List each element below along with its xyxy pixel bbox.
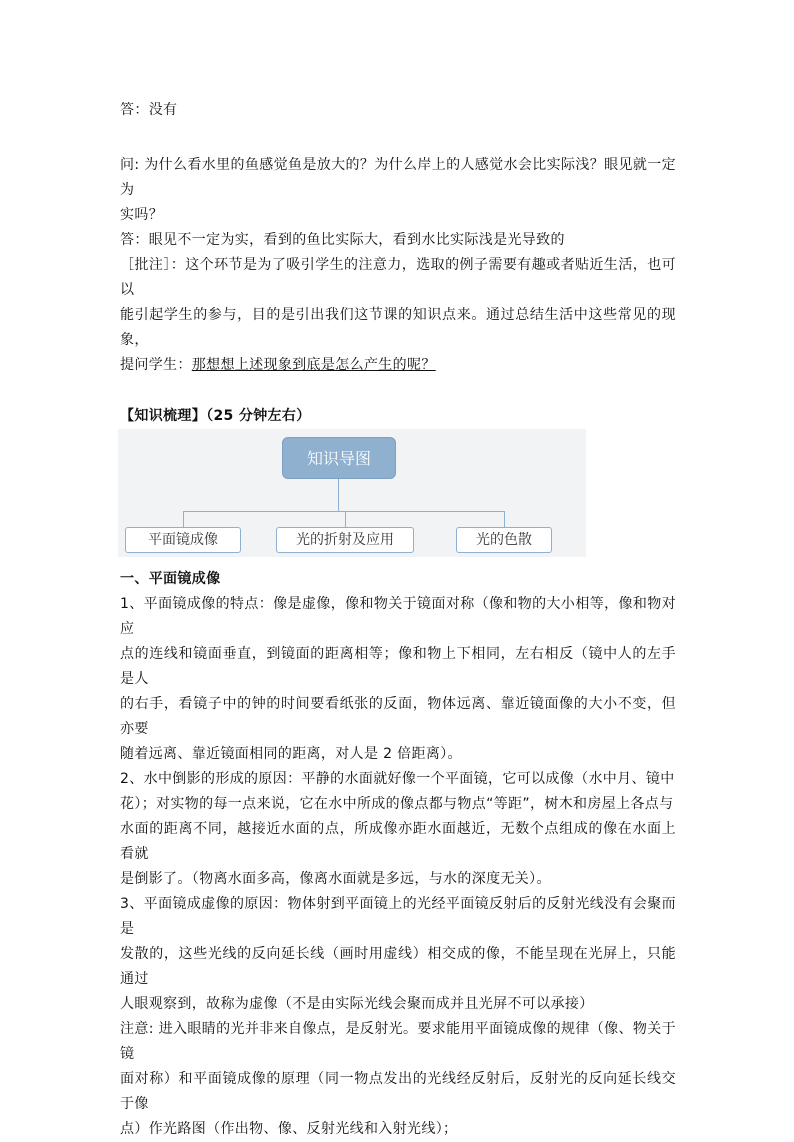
paragraph-1-line-1: 1、平面镜成像的特点：像是虚像，像和物关于镜面对称（像和物的大小相等，像和物对应 [120, 596, 676, 637]
note-line-1: ［批注］：这个环节是为了吸引学生的注意力，选取的例子需要有趣或者贴近生活，也可以 [120, 257, 676, 298]
paragraph-2-line-3: 水面的距离不同，越接近水面的点，所成像亦距水面越近，无数个点组成的像在水面上看就 [120, 821, 676, 862]
connector-vertical-root [338, 479, 339, 511]
note-line-2: 能引起学生的参与，目的是引出我们这节课的知识点来。通过总结生活中这些常见的现象， [120, 307, 676, 348]
notice-line-1: 注意: 进入眼睛的光并非来自像点，是反射光。要求能用平面镜成像的规律（像、物关于镜 [120, 1021, 676, 1062]
knowledge-node-plane-mirror: 平面镜成像 [125, 527, 241, 553]
spacer [120, 557, 676, 567]
connector-left [183, 511, 184, 527]
section-title: 【知识梳理】（25 分钟左右） [120, 408, 311, 424]
paragraph-2-line-2: 花）；对实物的每一点来说，它在水中所成的像点都与物点“等距”，树木和房屋上各点与 [120, 796, 674, 812]
paragraph-1-line-3: 的右手，看镜子中的钟的时间要看纸张的反面，物体远离、靠近镜面像的大小不变，但亦要 [120, 696, 676, 737]
note-underlined-question: 那想想上述现象到底是怎么产生的呢？ [191, 357, 436, 373]
knowledge-node-refraction: 光的折射及应用 [276, 527, 414, 553]
paragraph-3-line-3: 人眼观察到，故称为虚像（不是由实际光线会聚而成并且光屏不可以承接） [120, 996, 594, 1012]
connector-right [504, 511, 505, 527]
document-page [120, 98, 676, 1142]
notice-line-2: 面对称）和平面镜成像的原理（同一物点发出的光线经反射后，反射光的反向延长线交于像 [120, 1071, 676, 1112]
spacer [120, 123, 676, 153]
connector-middle [345, 511, 346, 527]
paragraph-3-line-1: 3、平面镜成虚像的原因：物体射到平面镜上的光经平面镜反射后的反射光线没有会聚而是 [120, 896, 676, 937]
knowledge-node-dispersion: 光的色散 [456, 527, 552, 553]
connector-horizontal [183, 511, 504, 512]
paragraph-2-line-1: 2、水中倒影的形成的原因：平静的水面就好像一个平面镜，它可以成像（水中月、镜中 [120, 771, 675, 787]
paragraph-3-line-2: 发散的，这些光线的反向延长线（画时用虚线）相交成的像，不能呈现在光屏上，只能通过 [120, 946, 676, 987]
paragraph-1-line-2: 点的连线和镜面垂直，到镜面的距离相等；像和物上下相同，左右相反（镜中人的左手是人 [120, 646, 676, 687]
answer-line-2: 答：眼见不一定为实，看到的鱼比实际大，看到水比实际浅是光导致的 [120, 232, 565, 248]
spacer [120, 378, 676, 404]
note-line-3 [120, 353, 676, 378]
knowledge-map-root: 知识导图 [282, 437, 396, 479]
question-line-1: 问: 为什么看水里的鱼感觉鱼是放大的？为什么岸上的人感觉水会比实际浅？眼见就一定为 [120, 157, 676, 198]
notice-line-3: 点）作光路图（作出物、像、反射光线和入射光线）； [120, 1121, 458, 1137]
note-prefix: 提问学生： [120, 357, 192, 373]
question-line-2: 实吗？ [120, 207, 164, 223]
subsection-title: 一、平面镜成像 [120, 571, 221, 587]
paragraph-2-line-4: 是倒影了。（物离水面多高，像离水面就是多远，与水的深度无关）。 [120, 871, 551, 887]
answer-line: 答：没有 [120, 102, 178, 118]
knowledge-map-diagram [118, 429, 586, 557]
paragraph-1-line-4: 随着远离、靠近镜面相同的距离，对人是 2 倍距离）。 [120, 746, 462, 762]
